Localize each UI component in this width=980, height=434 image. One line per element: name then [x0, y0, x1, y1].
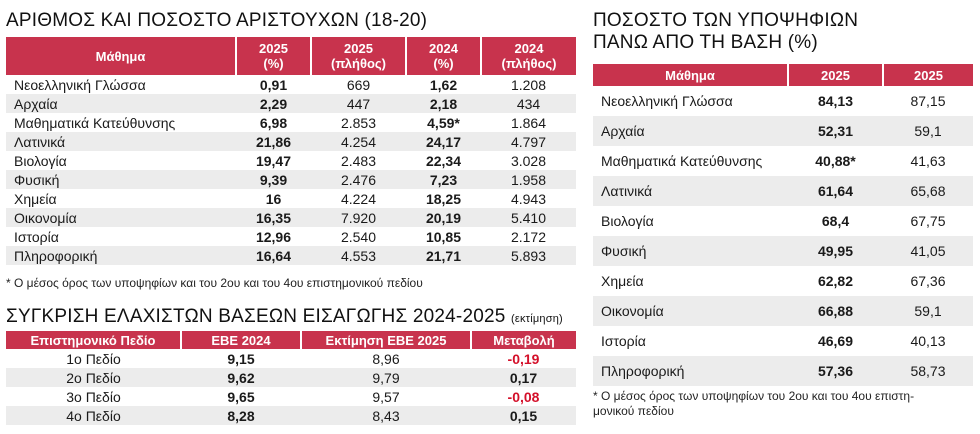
- table-cell: 8,43: [372, 407, 400, 424]
- table-cell: 24,17: [425, 133, 462, 150]
- row-label: Πληροφορική: [601, 363, 685, 379]
- table2-title-note: (εκτίμηση): [511, 313, 563, 325]
- table-cell: 4.224: [340, 190, 377, 207]
- table-row: [6, 151, 576, 170]
- table-cell: 10,85: [425, 228, 462, 245]
- row-label: Πληροφορική: [14, 247, 98, 264]
- table3-header-row: [593, 64, 973, 86]
- table-row: [6, 406, 576, 425]
- table2-title: ΣΥΓΚΡΙΣΗ ΕΛΑΧΙΣΤΩΝ ΒΑΣΕΩΝ ΕΙΣΑΓΩΓΗΣ 2024-2025 (εκτίμηση): [6, 306, 563, 327]
- table3-title: ΠΟΣΟΣΤΟ ΤΩΝ ΥΠΟΨΗΦΙΩΝ ΠΑΝΩ ΑΠΟ ΤΗ ΒΑΣΗ (%): [593, 10, 859, 53]
- table-cell: 16,64: [255, 247, 292, 264]
- table-cell: 18,25: [425, 190, 462, 207]
- table-cell: 19,47: [255, 152, 292, 169]
- header-2025-b: 2025: [883, 64, 973, 86]
- row-label: Λατινικά: [14, 133, 66, 150]
- row-label: Μαθηματικά Κατεύθυνσης: [601, 153, 763, 169]
- row-label: Βιολογία: [601, 213, 654, 229]
- table-cell: 12,96: [255, 228, 292, 245]
- table-cell: 41,05: [910, 243, 946, 259]
- table-row: [593, 86, 973, 116]
- row-label: Βιολογία: [14, 152, 67, 169]
- table-cell: 49,95: [817, 243, 854, 259]
- table-cell: 3.028: [510, 152, 547, 169]
- table-cell: 9,57: [372, 388, 400, 405]
- table-cell: 669: [346, 76, 371, 93]
- row-label: Λατινικά: [601, 183, 653, 199]
- table-cell: 66,88: [817, 303, 854, 319]
- table-cell: 16: [265, 190, 282, 207]
- table-cell: 2.483: [340, 152, 377, 169]
- table-row: [593, 206, 973, 236]
- table-cell: 4.254: [340, 133, 377, 150]
- table-row: [6, 387, 576, 406]
- table-cell: 4.943: [510, 190, 547, 207]
- baseis-comparison-table: [6, 331, 576, 425]
- table-cell: 9,79: [372, 369, 400, 386]
- row-label: Χημεία: [14, 190, 57, 207]
- table-cell: 40,88*: [815, 153, 856, 169]
- table-row: [6, 170, 576, 189]
- row-label: Φυσική: [601, 243, 647, 259]
- table-cell: 8,28: [227, 407, 255, 424]
- table-cell: 52,31: [817, 123, 854, 139]
- table-row: [6, 189, 576, 208]
- table-cell: 4.553: [340, 247, 377, 264]
- table-cell: 434: [516, 95, 541, 112]
- table-cell: 5.893: [510, 247, 547, 264]
- pososto-vasi-table: [593, 64, 973, 386]
- table-cell: 41,63: [910, 153, 946, 169]
- table-cell: 4.797: [510, 133, 547, 150]
- table-row: [6, 208, 576, 227]
- table-row: [6, 368, 576, 387]
- table-cell: 5.410: [510, 209, 547, 226]
- table-row: [6, 246, 576, 265]
- table-cell: 67,75: [910, 213, 946, 229]
- row-label: Οικονομία: [601, 303, 664, 319]
- table-row: [593, 176, 973, 206]
- table-cell: 87,15: [910, 93, 946, 109]
- table-row: [593, 236, 973, 266]
- table3-footnote: * Ο μέσος όρος των υποψηφίων του 2ου και του 4ου επιστη- μονικού πεδίου: [593, 389, 915, 418]
- table-cell: 9,15: [227, 350, 255, 367]
- table-row: [593, 296, 973, 326]
- table-row: [6, 132, 576, 151]
- table-row: [593, 326, 973, 356]
- table-cell: 68,4: [821, 213, 850, 229]
- header-mathima: Μάθημα: [6, 37, 236, 75]
- table-cell: -0,08: [507, 388, 540, 405]
- table-cell: 6,98: [259, 114, 288, 131]
- table1-footnote: * Ο μέσος όρος των υποψηφίων και του 2ου και του 4ου επιστημονικού πεδίου: [6, 276, 423, 290]
- row-label: 3ο Πεδίο: [66, 388, 121, 405]
- row-label: 4ο Πεδίο: [66, 407, 121, 424]
- aristouxoi-table: [6, 37, 576, 265]
- row-label: Αρχαία: [14, 95, 58, 112]
- table-cell: 59,1: [914, 303, 942, 319]
- table-row: [593, 356, 973, 386]
- header-2025-a: 2025: [788, 64, 883, 86]
- table-cell: 62,82: [817, 273, 854, 289]
- table-cell: 20,19: [425, 209, 462, 226]
- table-cell: 40,13: [910, 333, 946, 349]
- table-cell: 1.208: [510, 76, 547, 93]
- row-label: Χημεία: [601, 273, 644, 289]
- table-cell: 1.864: [510, 114, 547, 131]
- header-mathima-3: Μάθημα: [593, 64, 788, 86]
- table-cell: 2.172: [510, 228, 547, 245]
- table-cell: 447: [346, 95, 371, 112]
- row-label: Νεοελληνική Γλώσσα: [14, 76, 146, 93]
- table-row: [6, 75, 576, 94]
- row-label: Οικονομία: [14, 209, 77, 226]
- table-cell: 46,69: [817, 333, 854, 349]
- table-cell: 21,86: [255, 133, 292, 150]
- table-row: [6, 227, 576, 246]
- table-cell: -0,19: [507, 350, 540, 367]
- row-label: Ιστορία: [14, 228, 59, 245]
- table-cell: 0,17: [509, 369, 538, 386]
- header-2024-count: 2024 (πλήθος): [481, 37, 576, 75]
- table-cell: 2.476: [340, 171, 377, 188]
- row-label: 1ο Πεδίο: [66, 350, 121, 367]
- row-label: Μαθηματικά Κατεύθυνσης: [14, 114, 176, 131]
- table-cell: 2,29: [259, 95, 288, 112]
- table-row: [6, 349, 576, 368]
- table-cell: 65,68: [910, 183, 946, 199]
- table-cell: 1,62: [429, 76, 458, 93]
- table-cell: 2.853: [340, 114, 377, 131]
- table-cell: 2.540: [340, 228, 377, 245]
- table-cell: 0,91: [259, 76, 288, 93]
- table-cell: 8,96: [372, 350, 400, 367]
- table-cell: 59,1: [914, 123, 942, 139]
- table-cell: 58,73: [910, 363, 946, 379]
- table-cell: 9,65: [227, 388, 255, 405]
- table-cell: 67,36: [910, 273, 946, 289]
- header-pedio: Επιστημονικό Πεδίο: [6, 331, 181, 349]
- row-label: Ιστορία: [601, 333, 646, 349]
- header-ebe-2024: ΕΒΕ 2024: [181, 331, 301, 349]
- table-cell: 84,13: [817, 93, 854, 109]
- table-cell: 7.920: [340, 209, 377, 226]
- table-cell: 0,15: [509, 407, 538, 424]
- table-cell: 57,36: [817, 363, 854, 379]
- table-cell: 2,18: [429, 95, 458, 112]
- table-row: [593, 146, 973, 176]
- table-row: [6, 94, 576, 113]
- table-cell: 1.958: [510, 171, 547, 188]
- table-row: [593, 116, 973, 146]
- header-ebe-2025: Εκτίμηση ΕΒΕ 2025: [301, 331, 471, 349]
- table-cell: 7,23: [429, 171, 458, 188]
- table-cell: 4,59*: [427, 114, 460, 131]
- row-label: Αρχαία: [601, 123, 645, 139]
- table2-header-row: [6, 331, 576, 349]
- table1-title: ΑΡΙΘΜΟΣ ΚΑΙ ΠΟΣΟΣΤΟ ΑΡΙΣΤΟΥΧΩΝ (18-20): [6, 10, 428, 31]
- table-cell: 21,71: [425, 247, 462, 264]
- table1-header-row: [6, 37, 576, 75]
- table-cell: 9,62: [227, 369, 255, 386]
- header-2025-percent: 2025 (%): [236, 37, 311, 75]
- header-2025-count: 2025 (πλήθος): [311, 37, 406, 75]
- row-label: Νεοελληνική Γλώσσα: [601, 93, 733, 109]
- header-2024-percent: 2024 (%): [406, 37, 481, 75]
- row-label: Φυσική: [14, 171, 60, 188]
- table-cell: 22,34: [425, 152, 462, 169]
- table-row: [6, 113, 576, 132]
- table-cell: 16,35: [255, 209, 292, 226]
- table-row: [593, 266, 973, 296]
- header-metavoli: Μεταβολή: [471, 331, 576, 349]
- table-cell: 9,39: [259, 171, 288, 188]
- row-label: 2ο Πεδίο: [66, 369, 121, 386]
- table-cell: 61,64: [817, 183, 854, 199]
